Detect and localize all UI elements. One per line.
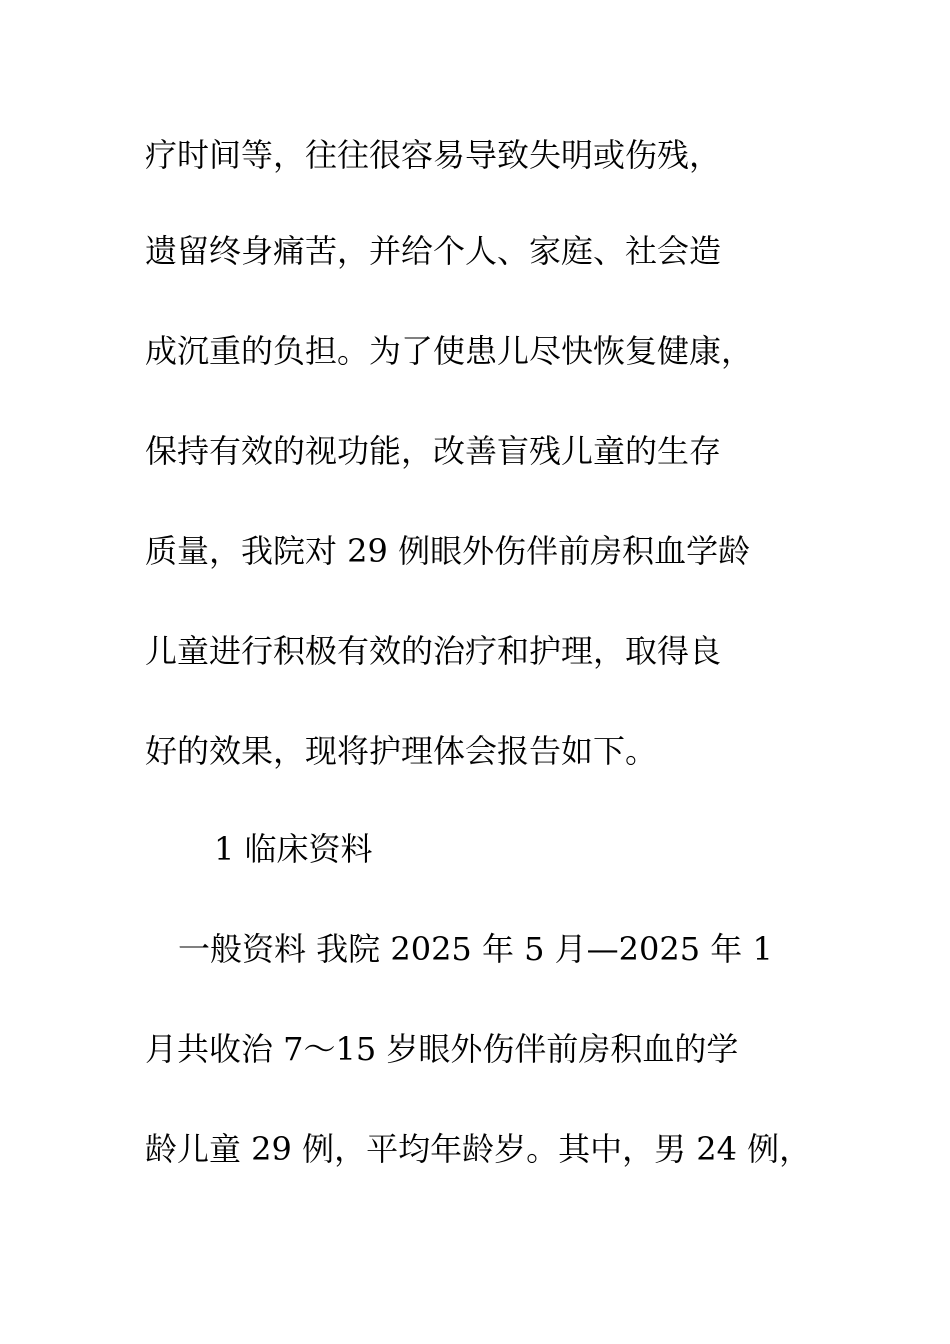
section-paragraph-line: 一般资料 我院 2025 年 5 月—2025 年 1 bbox=[178, 930, 773, 968]
paragraph-line: 质量，我院对 29 例眼外伤伴前房积血学龄 bbox=[145, 532, 751, 570]
paragraph-line: 遗留终身痛苦，并给个人、家庭、社会造 bbox=[145, 232, 722, 270]
section-heading: 1 临床资料 bbox=[214, 830, 373, 868]
paragraph-line: 成沉重的负担。为了使患儿尽快恢复健康， bbox=[145, 332, 754, 370]
paragraph-line: 保持有效的视功能，改善盲残儿童的生存 bbox=[145, 432, 722, 470]
section-paragraph-line: 月共收治 7～15 岁眼外伤伴前房积血的学 bbox=[145, 1030, 739, 1068]
paragraph-line: 疗时间等，往往很容易导致失明或伤残， bbox=[145, 136, 722, 174]
paragraph-line: 好的效果，现将护理体会报告如下。 bbox=[145, 732, 658, 770]
section-paragraph-line: 龄儿童 29 例，平均年龄岁。其中，男 24 例， bbox=[145, 1130, 812, 1168]
paragraph-line: 儿童进行积极有效的治疗和护理，取得良 bbox=[145, 632, 722, 670]
